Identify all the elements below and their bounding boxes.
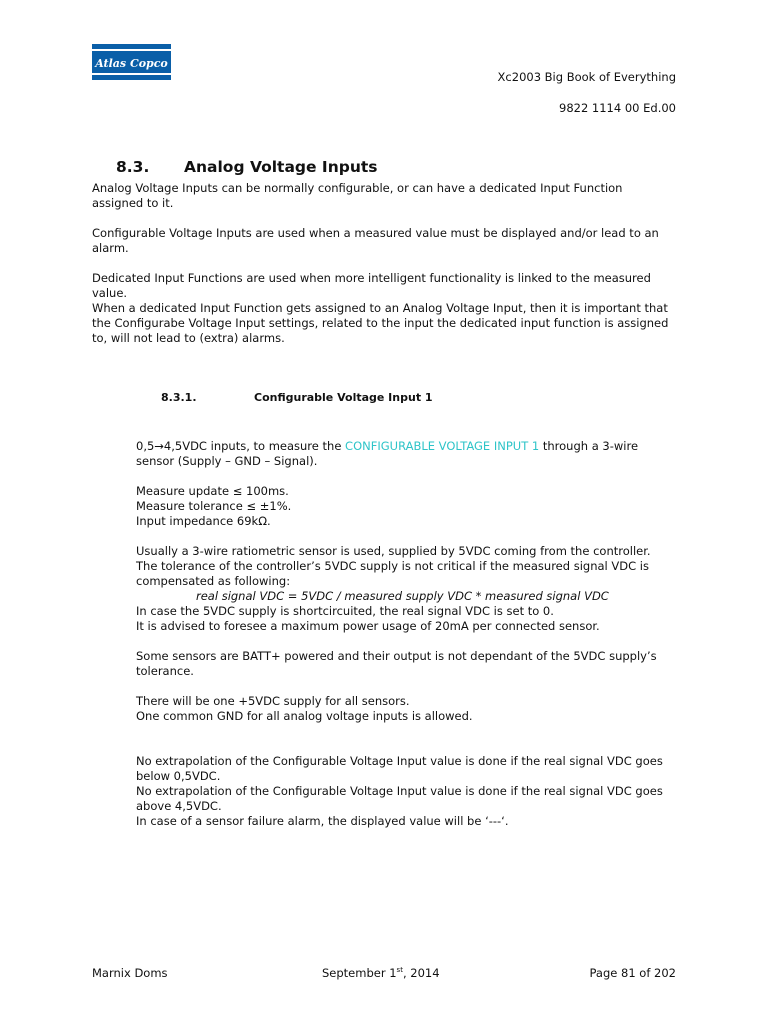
ratiometric-block (136, 544, 676, 634)
supply-line: There will be one +5VDC supply for all sensors. (136, 694, 410, 708)
footer-date-prefix: September 1 (322, 966, 397, 980)
document-title: Xc2003 Big Book of Everything (497, 70, 676, 84)
footer-author: Marnix Doms (92, 966, 168, 980)
extrapolation-line: No extrapolation of the Configurable Voltage Input value is done if the real signal VDC goes below 0,5VDC. (136, 754, 663, 783)
specs-list (136, 484, 676, 529)
spec-line: Measure tolerance ≤ ±1%. (136, 499, 292, 513)
footer-date-suffix: , 2014 (402, 966, 440, 980)
after-formula-line: It is advised to foresee a maximum power usage of 20mA per connected sensor. (136, 619, 600, 633)
extrapolation-line: In case of a sensor failure alarm, the displayed value will be ‘---‘. (136, 814, 509, 828)
ratiometric-line: The tolerance of the controller’s 5VDC supply is not critical if the measured signal VDC is compensated as following: (136, 559, 649, 588)
supply-line: One common GND for all analog voltage inputs is allowed. (136, 709, 473, 723)
section-heading (116, 158, 378, 176)
logo-text: Atlas Copco (95, 57, 168, 70)
spec-line: Input impedance 69kΩ. (136, 514, 271, 528)
subsection-heading (161, 391, 433, 404)
section-paragraph: Configurable Voltage Inputs are used when a measured value must be displayed and/or lead to an alarm. (92, 226, 659, 255)
section-title: Analog Voltage Inputs (184, 158, 378, 176)
ratiometric-line: Usually a 3-wire ratiometric sensor is used, supplied by 5VDC coming from the controller. (136, 544, 651, 558)
extrapolation-line: No extrapolation of the Configurable Voltage Input value is done if the real signal VDC goes above 4,5VDC. (136, 784, 663, 813)
section-number: 8.3. (116, 158, 150, 176)
document-number: 9822 1114 00 Ed.00 (559, 101, 676, 115)
section-paragraph-group (92, 271, 676, 346)
intro-prefix: 0,5→4,5VDC inputs, to measure the (136, 439, 346, 453)
footer-page-number: Page 81 of 202 (589, 966, 676, 980)
section-paragraph: When a dedicated Input Function gets assigned to an Analog Voltage Input, then it is important that the Configurabe Voltage Input settings, related to the input the dedicated input function is assigned to, will not lead to (extra) alarms. (92, 301, 669, 345)
footer-date (322, 966, 440, 980)
section-paragraph: Analog Voltage Inputs can be normally configurable, or can have a dedicated Input Function assigned to it. (92, 181, 623, 210)
footer-date-sup: st (396, 966, 403, 974)
section-paragraph: Dedicated Input Functions are used when more intelligent functionality is linked to the measured value. (92, 271, 651, 300)
subsection-title: Configurable Voltage Input 1 (254, 391, 433, 404)
intro-paragraph (136, 439, 676, 469)
subsection-number: 8.3.1. (161, 391, 197, 404)
formula: real signal VDC = 5VDC / measured supply VDC * measured signal VDC (196, 589, 609, 603)
atlas-copco-logo (92, 44, 171, 80)
intro-highlight-link[interactable]: CONFIGURABLE VOLTAGE INPUT 1 (345, 439, 540, 453)
supply-block (136, 694, 676, 724)
spec-line: Measure update ≤ 100ms. (136, 484, 289, 498)
extrapolation-block (136, 754, 676, 829)
intro-suffix: through a 3-wire sensor (Supply – GND – Signal). (136, 439, 639, 468)
after-formula-line: In case the 5VDC supply is shortcircuited, the real signal VDC is set to 0. (136, 604, 554, 618)
batt-paragraph: Some sensors are BATT+ powered and their output is not dependant of the 5VDC supply’s tolerance. (136, 649, 657, 678)
